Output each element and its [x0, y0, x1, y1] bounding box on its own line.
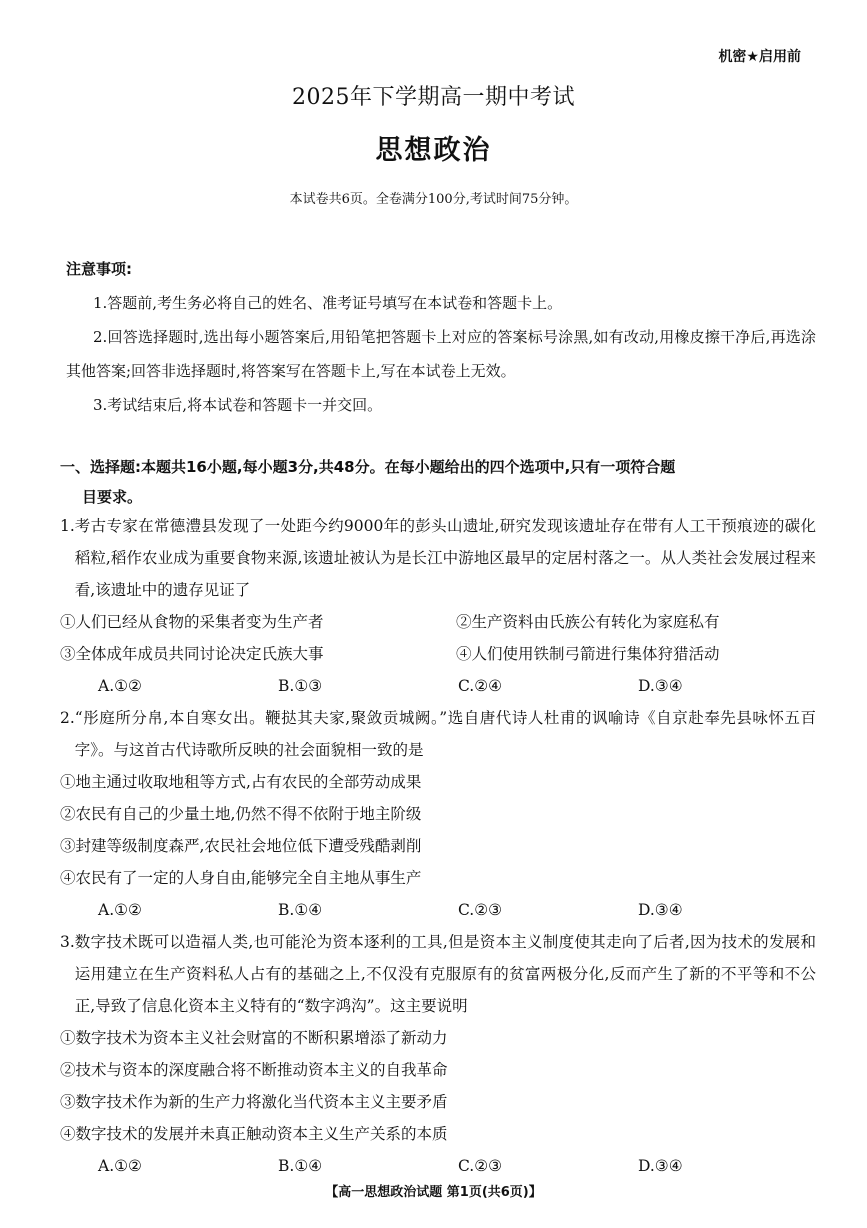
- answer-choice: A.①②: [98, 901, 142, 919]
- statement-option: ③全体成年成员共同讨论决定氏族大事: [60, 645, 324, 663]
- notice-block: [66, 252, 816, 422]
- question-number: 1.: [60, 517, 75, 535]
- answer-choice: B.①④: [278, 901, 323, 919]
- question-number: 2.: [60, 709, 75, 727]
- question-stem: [60, 510, 816, 606]
- statement-option: ②技术与资本的深度融合将不断推动资本主义的自我革命: [60, 1061, 448, 1079]
- statement-option: ②农民有自己的少量土地,仍然不得不依附于地主阶级: [60, 805, 422, 823]
- answer-choice: C.②③: [458, 1157, 503, 1175]
- exam-title: 2025年下学期高一期中考试: [292, 85, 575, 110]
- section-heading: [60, 452, 816, 512]
- question-text: “彤庭所分帛,本自寒女出。鞭挞其夫家,聚敛贡城阙。”选自唐代诗人杜甫的讽喻诗《自京赴奉先县咏怀五百字》。与这首古代诗歌所反映的社会面貌相一致的是: [74, 709, 816, 759]
- answer-choice: C.②③: [458, 901, 503, 919]
- statement-options: [60, 1022, 816, 1150]
- statement-option: ③数字技术作为新的生产力将激化当代资本主义主要矛盾: [60, 1093, 448, 1111]
- statement-options: [60, 606, 816, 670]
- answer-choice: A.①②: [98, 1157, 142, 1175]
- statement-option: ④农民有了一定的人身自由,能够完全自主地从事生产: [60, 869, 422, 887]
- question-text: 考古专家在常德澧县发现了一处距今约9000年的彭头山遗址,研究发现该遗址存在带有人工干预痕迹的碳化稻粒,稻作农业成为重要食物来源,该遗址被认为是长江中游地区最早的定居村落之一。从人类社会发展过程来看,该遗址中的遗存见证了: [74, 517, 816, 599]
- statement-option: ①数字技术为资本主义社会财富的不断积累增添了新动力: [60, 1029, 448, 1047]
- answer-choice: C.②④: [458, 677, 503, 695]
- section-heading-line1: 一、选择题:本题共16小题,每小题3分,共48分。在每小题给出的四个选项中,只有一项符合题: [60, 458, 676, 476]
- answer-choices: [60, 894, 816, 926]
- notice-item: 2.回答选择题时,选出每小题答案后,用铅笔把答题卡上对应的答案标号涂黑,如有改动,用橡皮擦干净后,再选涂其他答案;回答非选择题时,将答案写在答题卡上,写在本试卷上无效。: [66, 328, 816, 380]
- confidential-label: 机密★启用前: [718, 49, 801, 65]
- question-number: 3.: [60, 933, 75, 951]
- notice-item: 3.考试结束后,将本试卷和答题卡一并交回。: [93, 396, 383, 414]
- answer-choice: B.①③: [278, 677, 323, 695]
- notice-heading: 注意事项:: [66, 260, 132, 278]
- page-footer: 【高一思想政治试题 第1页(共6页)】: [325, 1185, 542, 1200]
- exam-info: 本试卷共6页。全卷满分100分,考试时间75分钟。: [289, 192, 578, 207]
- question-1: [60, 510, 816, 702]
- answer-choices: [60, 1150, 816, 1182]
- question-stem: [60, 702, 816, 766]
- statement-options: [60, 766, 816, 894]
- statement-option: ④人们使用铁制弓箭进行集体狩猎活动: [456, 645, 720, 663]
- subject-title: 思想政治: [375, 135, 492, 166]
- answer-choice: D.③④: [638, 677, 683, 695]
- statement-option: ④数字技术的发展并未真正触动资本主义生产关系的本质: [60, 1125, 448, 1143]
- answer-choice: A.①②: [98, 677, 142, 695]
- question-3: [60, 926, 816, 1182]
- question-stem: [60, 926, 816, 1022]
- statement-option: ①地主通过收取地租等方式,占有农民的全部劳动成果: [60, 773, 422, 791]
- question-2: [60, 702, 816, 926]
- answer-choice: B.①④: [278, 1157, 323, 1175]
- question-list: [60, 510, 816, 1182]
- statement-option: ②生产资料由氏族公有转化为家庭私有: [456, 613, 720, 631]
- question-text: 数字技术既可以造福人类,也可能沦为资本逐利的工具,但是资本主义制度使其走向了后者,因为技术的发展和运用建立在生产资料私人占有的基础之上,不仅没有克服原有的贫富两极分化,反而产生了新的不平等和不公正,导致了信息化资本主义特有的“数字鸿沟”。这主要说明: [74, 933, 816, 1015]
- answer-choice: D.③④: [638, 1157, 683, 1175]
- statement-option: ①人们已经从食物的采集者变为生产者: [60, 613, 324, 631]
- notice-item: 1.答题前,考生务必将自己的姓名、准考证号填写在本试卷和答题卡上。: [93, 294, 563, 312]
- statement-option: ③封建等级制度森严,农民社会地位低下遭受残酷剥削: [60, 837, 422, 855]
- answer-choices: [60, 670, 816, 702]
- section-heading-line2: 目要求。: [82, 488, 143, 506]
- answer-choice: D.③④: [638, 901, 683, 919]
